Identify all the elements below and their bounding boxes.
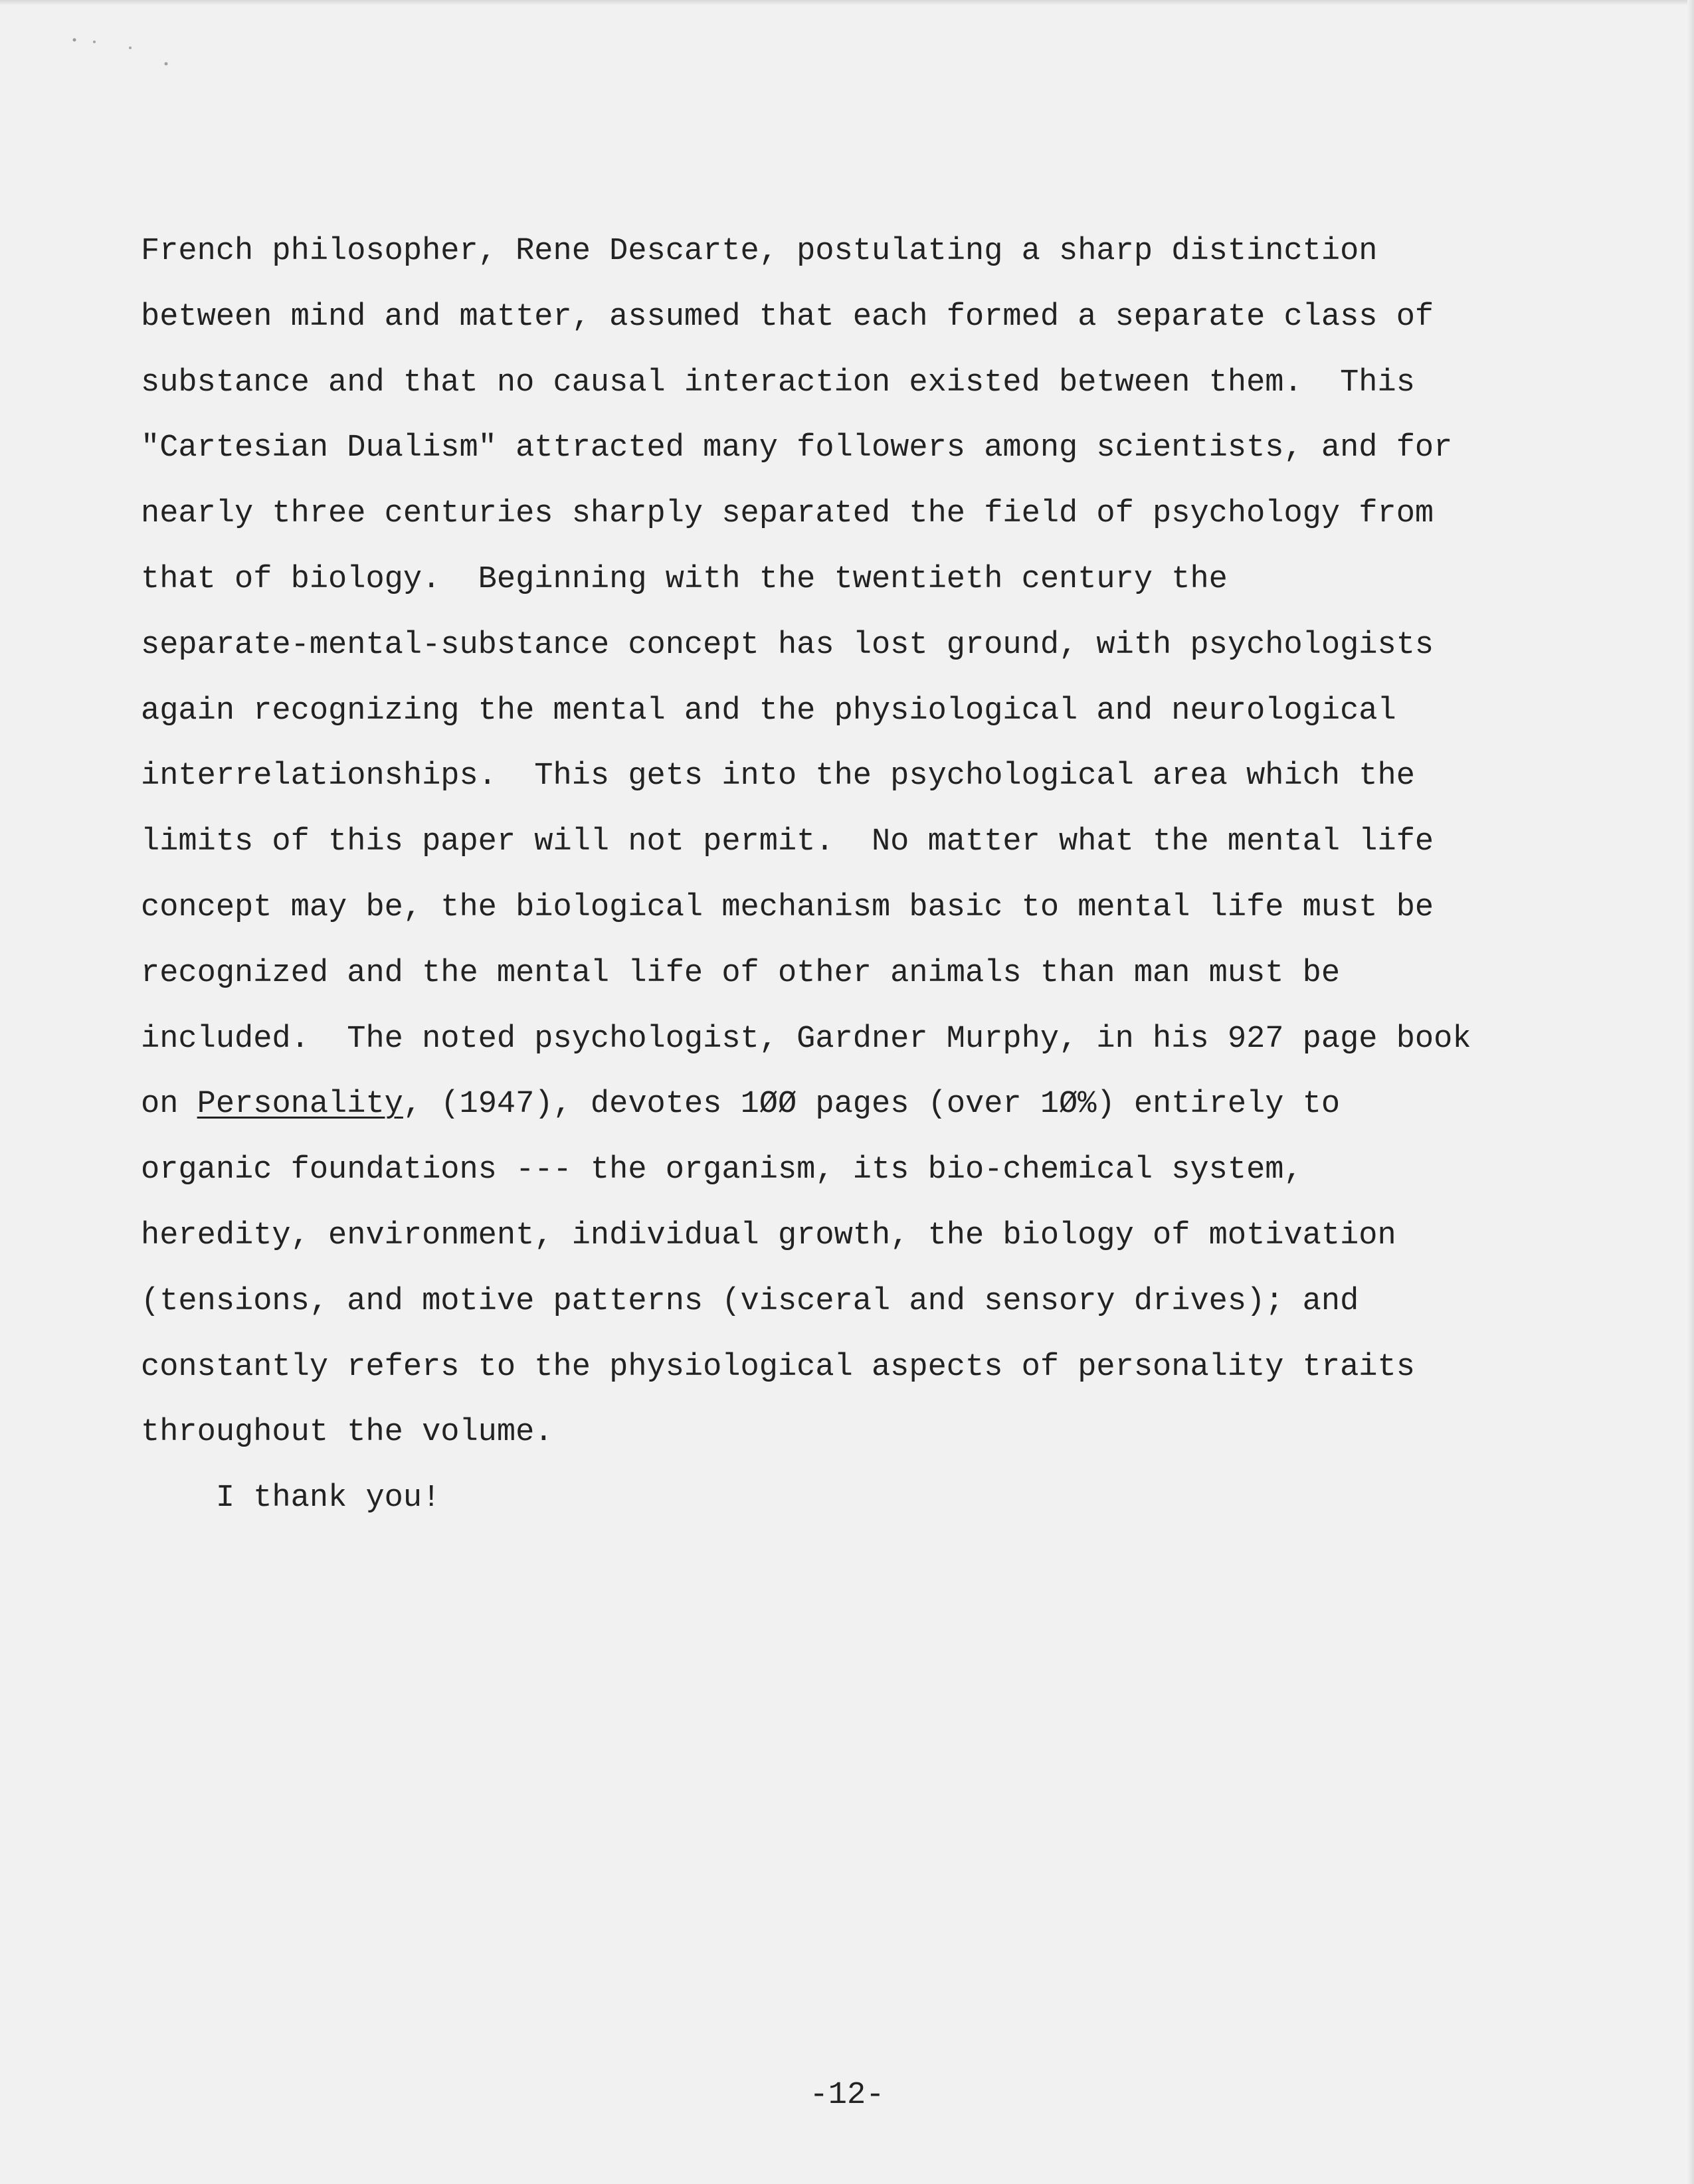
text-line-15: organic foundations --- the organism, its bio-chemical system, — [141, 1152, 1303, 1188]
scan-specks — [66, 33, 179, 73]
line-14-prefix: on — [141, 1087, 197, 1123]
text-line-7: separate-mental-substance concept has lost ground, with psychologists — [141, 627, 1434, 663]
text-line-3: substance and that no causal interaction existed between them. This — [141, 365, 1415, 401]
text-line-19: throughout the volume. — [141, 1415, 553, 1451]
line-14-suffix: , (1947), devotes 1ØØ pages (over 1Ø%) entirely to — [403, 1087, 1341, 1123]
text-line-10: limits of this paper will not permit. No matter what the mental life — [141, 824, 1434, 860]
text-line-18: constantly refers to the physiological aspects of personality traits — [141, 1349, 1415, 1385]
text-line-2: between mind and matter, assumed that each formed a separate class of — [141, 299, 1434, 335]
page-right-edge — [1687, 0, 1694, 2184]
text-line-13: included. The noted psychologist, Gardner Murphy, in his 927 page book — [141, 1021, 1471, 1057]
text-line-1: French philosopher, Rene Descarte, postulating a sharp distinction — [141, 234, 1378, 269]
text-line-11: concept may be, the biological mechanism basic to mental life must be — [141, 889, 1434, 925]
text-line-5: nearly three centuries sharply separated the field of psychology from — [141, 496, 1434, 532]
page-top-edge — [0, 0, 1694, 5]
book-title-personality: Personality — [197, 1087, 403, 1123]
text-line-6: that of biology. Beginning with the twentieth century the — [141, 561, 1228, 597]
text-line-8: again recognizing the mental and the physiological and neurological — [141, 693, 1396, 729]
closing-line: I thank you! — [141, 1481, 441, 1516]
text-line-16: heredity, environment, individual growth, the biology of motivation — [141, 1218, 1396, 1253]
text-line-9: interrelationships. This gets into the psychological area which the — [141, 759, 1415, 794]
text-line-17: (tensions, and motive patterns (visceral and sensory drives); and — [141, 1283, 1359, 1319]
text-line-14 — [141, 1072, 1629, 1138]
body-text — [141, 219, 1629, 1532]
text-line-4: "Cartesian Dualism" attracted many followers among scientists, and for — [141, 430, 1453, 466]
page-number: -12- — [809, 2078, 885, 2113]
text-line-12: recognized and the mental life of other animals than man must be — [141, 955, 1341, 991]
